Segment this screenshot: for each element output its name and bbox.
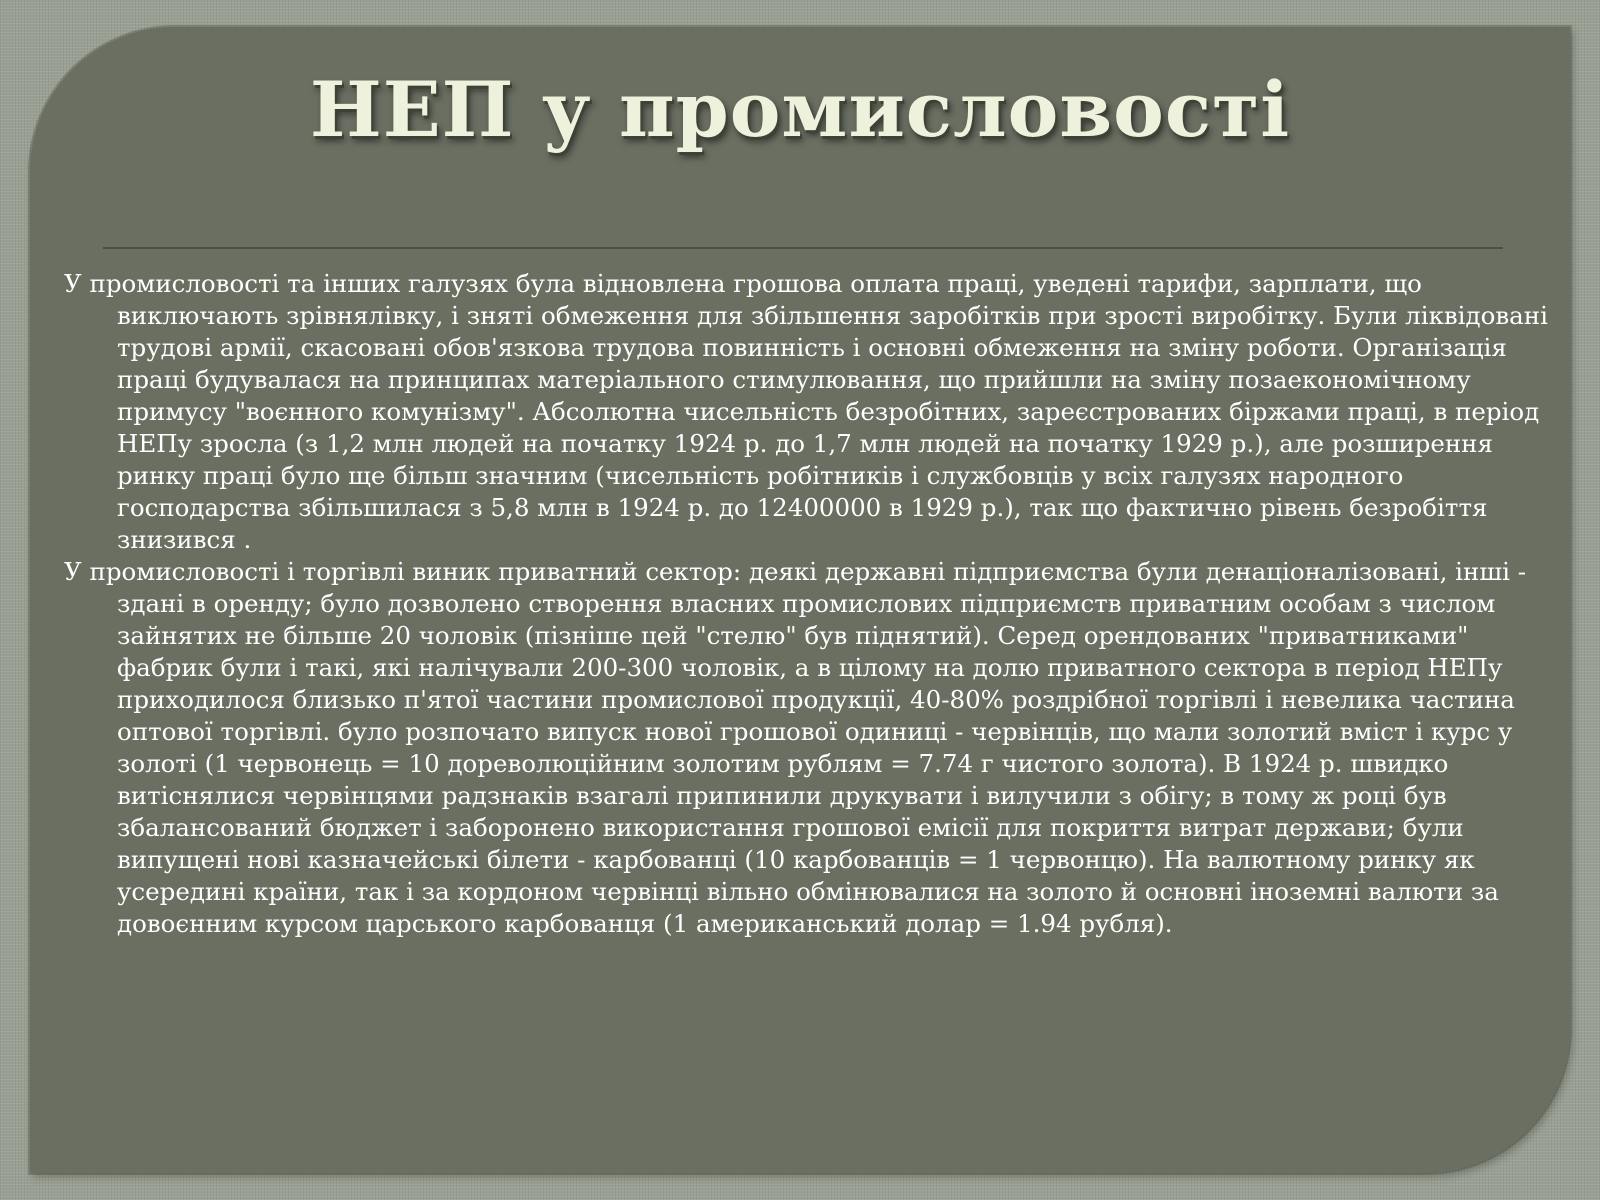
title-divider xyxy=(103,247,1503,249)
body-paragraph-private-sector: У промисловості і торгівлі виник приватний сектор: деякі державні підприємства були денаціоналізовані, інші - здані в оренду; було дозволено створення власних промислових підприємств приватним особам з числом зайнятих не більше 20 чоловік (пізніше цей "стелю" був піднятий). Серед орендованих "приватниками" фабрик були і такі, які налічували 200-300 чоловік, а в цілому на долю приватного сектора в період НЕПу приходилося близько п'ятої частини промислової продукції, 40-80% роздрібної торгівлі і невелика частина оптової торгівлі. було розпочато випуск нової грошової одиниці - червінців, що мали золотий вміст і курс у золоті (1 червонець = 10 дореволюційним золотим рублям = 7.74 г чистого золота). В 1924 р. швидко витіснялися червінцями радзнаків взагалі припинили друкувати і вилучили з обігу; в тому ж році був збалансований бюджет і заборонено використання грошової емісії для покриття витрат держави; були випущені нові казначейські білети - карбованці (10 карбованців = 1 червонцю). На валютному ринку як усередині країни, так і за кордоном червінці вільно обмінювалися на золото й основні іноземні валюти за довоєнним курсом царського карбованця (1 американський долар = 1.94 рубля). xyxy=(64,557,1527,938)
body-paragraph-industry-labor: У промисловості та інших галузях була відновлена грошова оплата праці, уведені тарифи, зарплати, що виключають зрівнялівку, і зняті обмеження для збільшення заробітків при зрості виробітку. Були ліквідовані трудові армії, скасовані обов'язкова трудова повинність і основні обмеження на зміну роботи. Організація праці будувалася на принципах матеріального стимулювання, що прийшли на зміну позаекономічному примусу "воєнного комунізму". Абсолютна чисельність безробітних, зареєстрованих біржами праці, в період НЕПу зросла (з 1,2 млн людей на початку 1924 р. до 1,7 млн людей на початку 1929 р.), але розширення ринку праці було ще більш значним (чисельність робітників і службовців у всіх галузях народного господарства збільшилася з 5,8 млн в 1924 р. до 12400000 в 1929 р.), так що фактично рівень безробіття знизився . xyxy=(64,269,1548,554)
slide-title: НЕП у промисловості xyxy=(309,65,1291,154)
slide-body xyxy=(64,268,1564,940)
